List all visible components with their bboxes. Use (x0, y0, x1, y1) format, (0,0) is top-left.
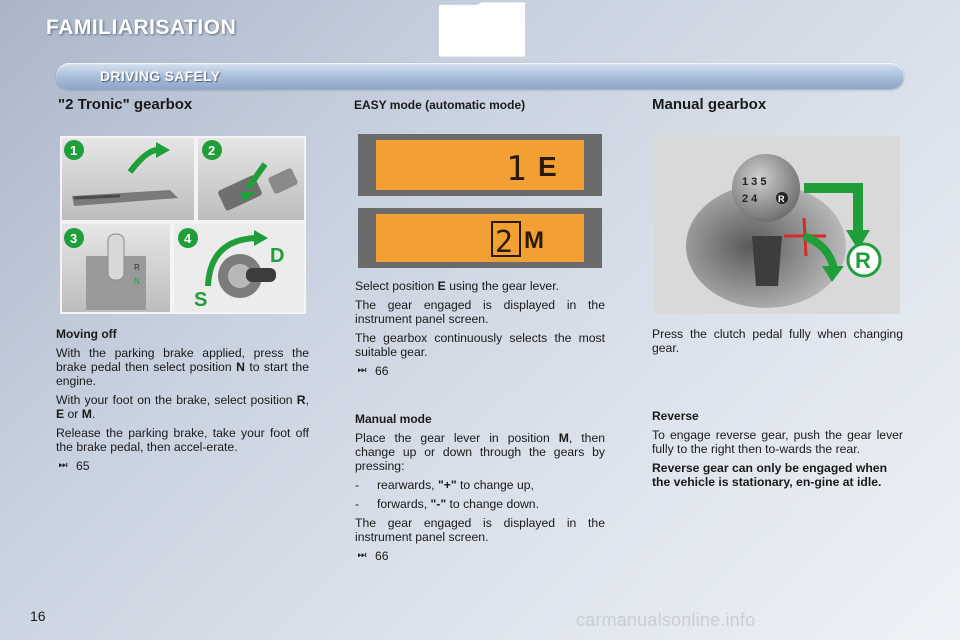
lcd-gear-1: 1 (506, 149, 527, 189)
watermark: carmanualsonline.info (576, 610, 756, 630)
list-item-forwards: - forwards, "-" to change down. (355, 497, 539, 511)
easy-para-3: The gearbox continuously selects the most suitable gear. (355, 331, 605, 359)
lever-letter-n: N (134, 277, 140, 286)
step-1-badge (64, 140, 84, 160)
gearbox-2tronic-title: "2 Tronic" gearbox (58, 96, 193, 113)
page-reference-66-a[interactable]: ⏭ 66 (355, 364, 605, 378)
right-title (652, 98, 904, 117)
dial-letter-s: S (194, 289, 208, 311)
knob-row-2: 2 4 (742, 193, 758, 205)
manual-gearbox-illustration (654, 136, 900, 314)
svg-text:4: 4 (184, 231, 192, 246)
reverse-warning: Reverse gear can only be engaged when the vehicle is stationary, en-gine at idle. (652, 461, 888, 489)
list-item-rearwards: - rearwards, "+" to change up, (355, 478, 534, 492)
page-number: 16 (30, 608, 46, 624)
manual-para-1: Place the gear lever in position M, then change up or down through the gears by pressing: (355, 431, 605, 473)
manual-mode-heading: Manual mode (355, 412, 432, 426)
reverse-heading: Reverse (652, 409, 699, 423)
lcd-mode-e: E (538, 151, 557, 182)
left-column (58, 98, 310, 112)
knob-row-1: 1 3 5 (742, 176, 767, 188)
fast-forward-icon: ⏭ (357, 365, 367, 376)
section-banner (56, 63, 904, 89)
reverse-para-1: To engage reverse gear, push the gear lever fully to the right then to-wards the rear. (652, 428, 903, 456)
easy-mode-heading: EASY mode (automatic mode) (354, 98, 526, 112)
page-reference-65[interactable]: ⏭ 65 (56, 459, 309, 473)
easy-para-1: Select position E using the gear lever. (355, 279, 559, 293)
manual-gearbox-para-1: Press the clutch pedal fully when changing gear. (652, 327, 903, 355)
knob-reverse: R (778, 194, 785, 204)
manual-para-2: The gear engaged is displayed in the instrument panel screen. (355, 516, 605, 544)
page-header (0, 0, 960, 60)
page-reference-66-b[interactable]: ⏭ 66 (355, 549, 605, 563)
svg-text:R: R (855, 248, 871, 273)
fast-forward-icon: ⏭ (58, 460, 68, 471)
lever-letter-r: R (134, 263, 140, 272)
lcd-mode-m: M (524, 227, 544, 254)
lcd-display-manual (358, 208, 602, 268)
svg-text:1: 1 (70, 143, 78, 158)
section-title: DRIVING SAFELY (100, 68, 221, 84)
step-2-badge (202, 140, 222, 160)
dial-letter-d: D (270, 245, 285, 267)
2tronic-illustration (60, 136, 306, 314)
lcd-gear-2: 2 (495, 225, 514, 260)
fast-forward-icon: ⏭ (357, 550, 367, 561)
moving-off-para-2: With your foot on the brake, select position R, E or M. (56, 393, 309, 421)
middle-title (354, 98, 606, 117)
right-text (652, 327, 903, 494)
step-3-badge (64, 228, 84, 248)
lcd-display-easy (358, 134, 602, 196)
moving-off-heading: Moving off (56, 327, 117, 341)
easy-para-2: The gear engaged is displayed in the instrument panel screen. (355, 298, 605, 326)
step-4-badge (178, 228, 198, 248)
middle-text (355, 279, 605, 563)
moving-off-para-1: With the parking brake applied, press the brake pedal then select position N to start the engine. (56, 346, 309, 388)
manual-gearbox-heading: Manual gearbox (652, 96, 767, 113)
svg-text:2: 2 (208, 143, 216, 158)
left-text (56, 327, 309, 473)
moving-off-para-3: Release the parking brake, take your foot off the brake pedal, then accel-erate. (56, 426, 309, 454)
svg-text:3: 3 (70, 231, 78, 246)
reverse-badge (848, 244, 880, 276)
page-title: FAMILIARISATION (46, 16, 237, 39)
